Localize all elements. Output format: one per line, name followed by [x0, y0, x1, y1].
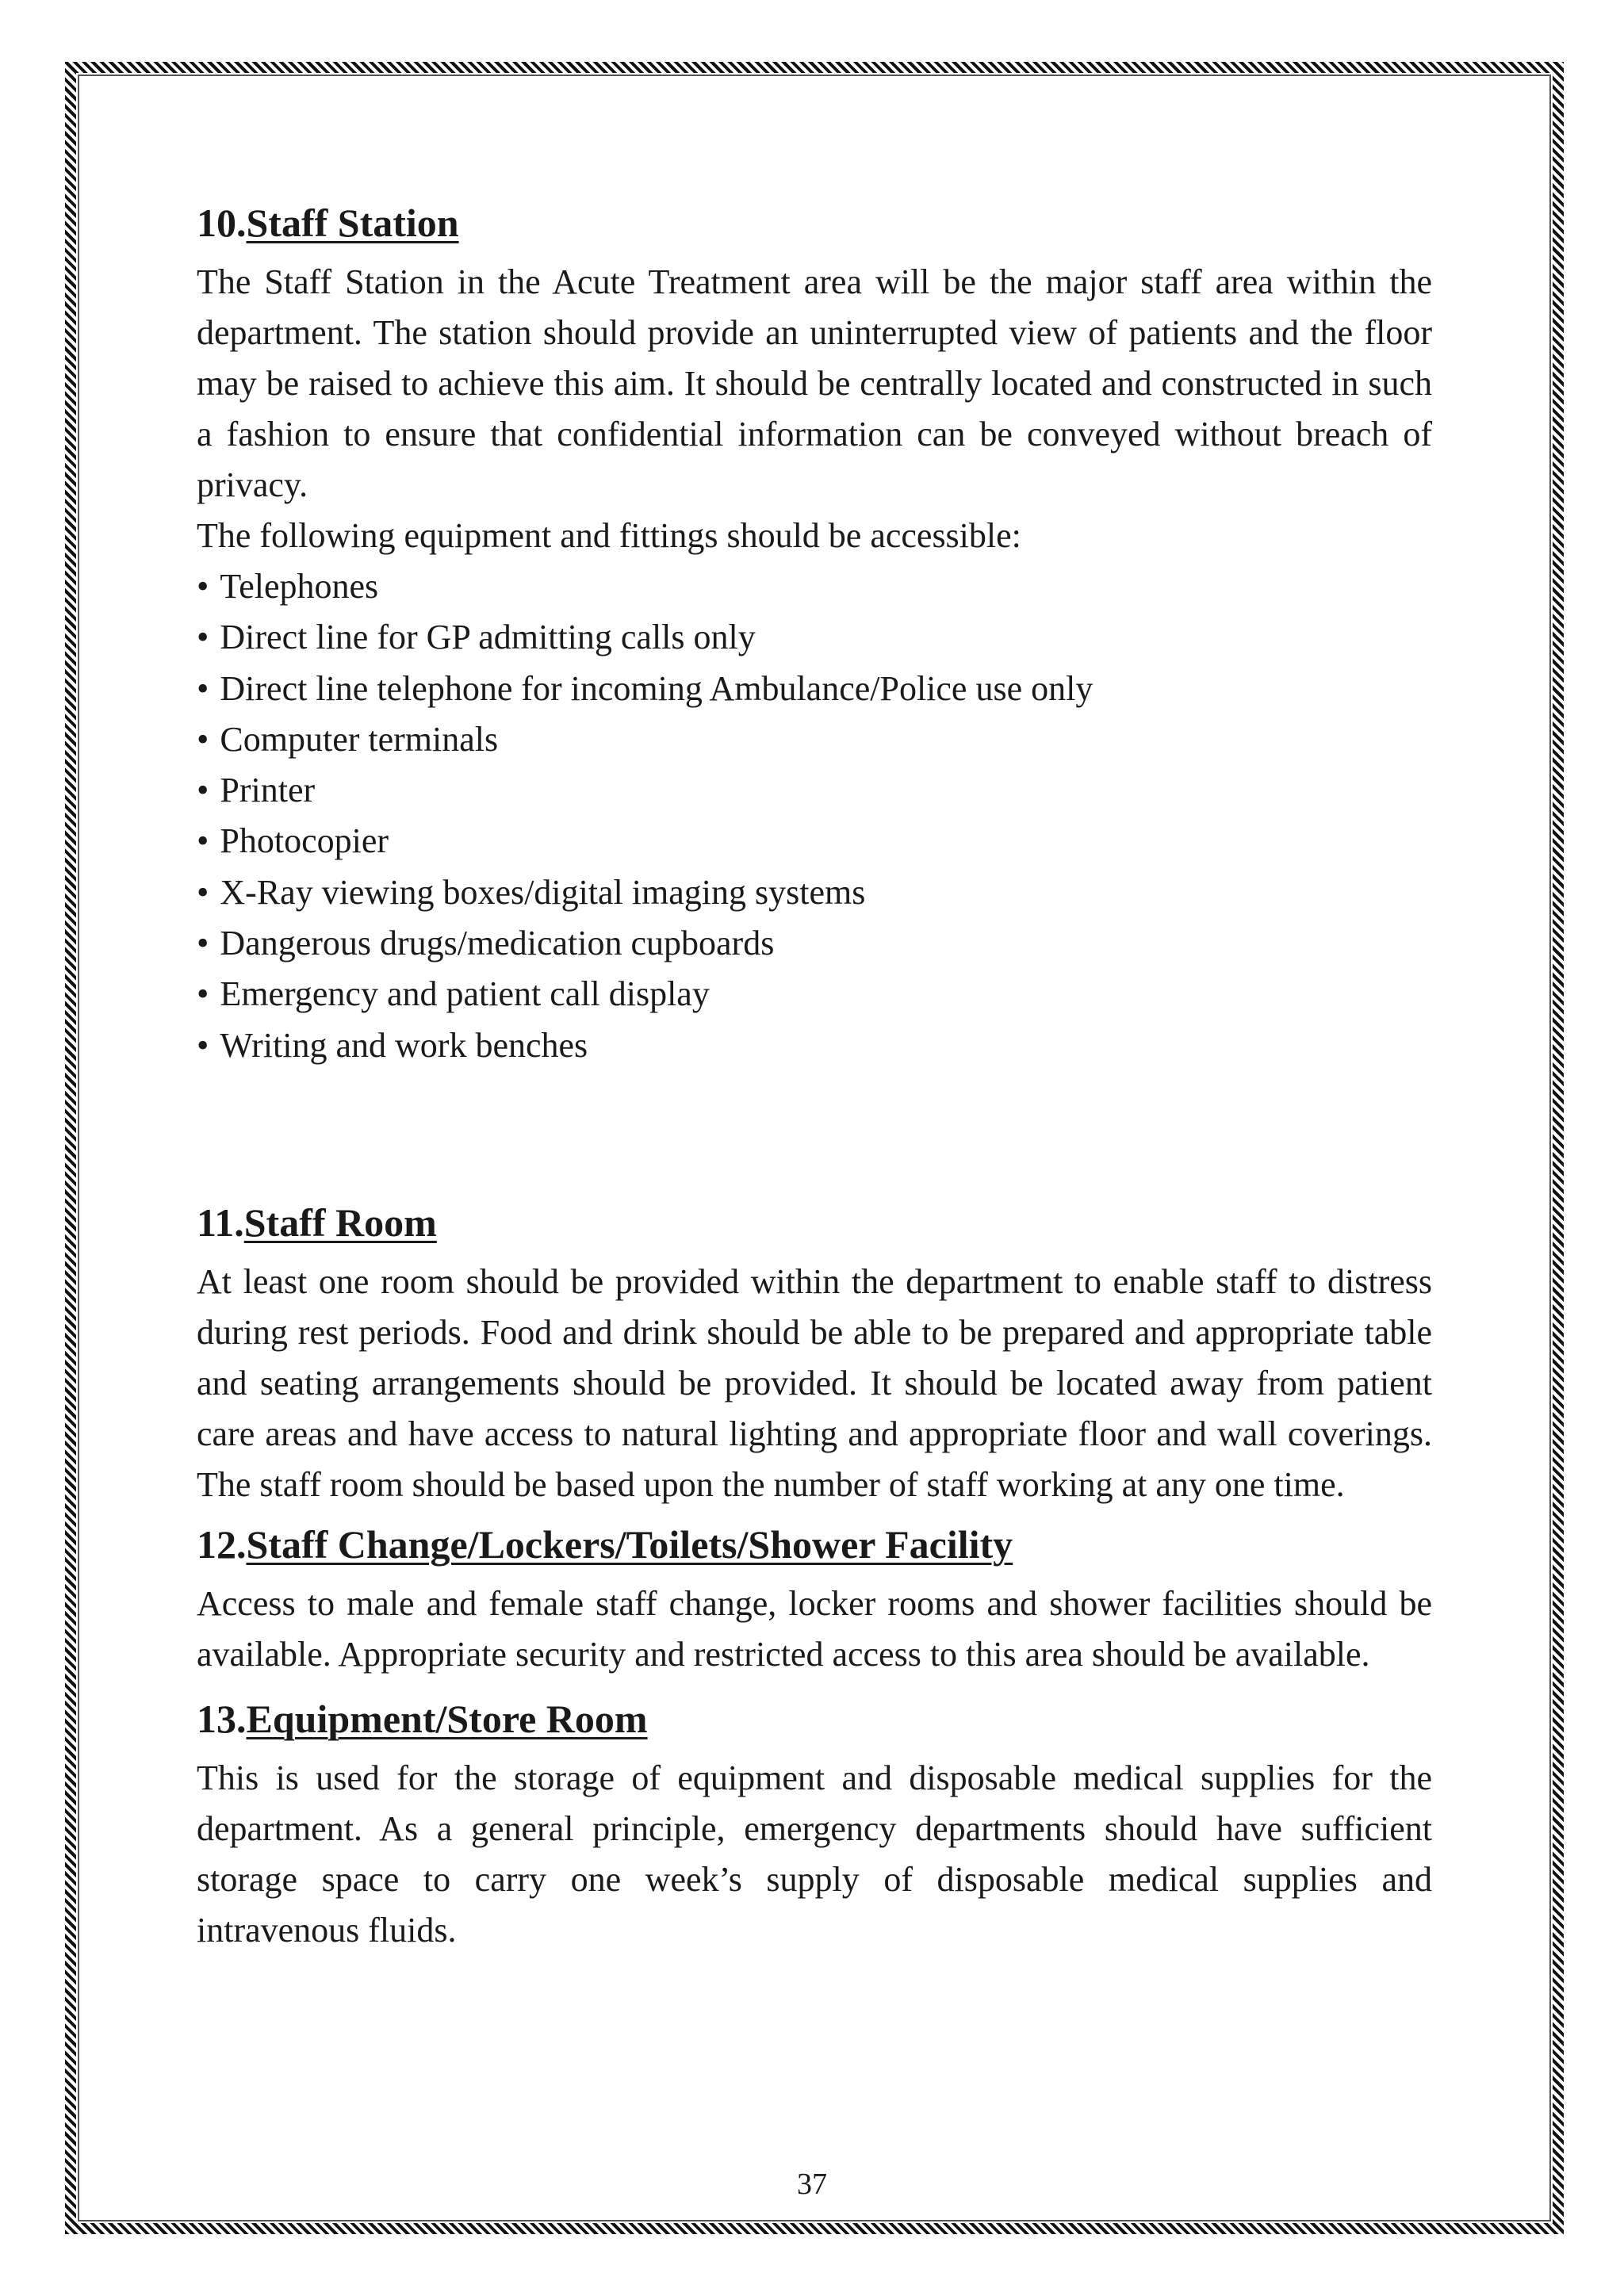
- section-heading-staff-room: [197, 1188, 1432, 1257]
- section-paragraph: This is used for the storage of equipment and disposable medical supplies for the department. As a general principle, emergency departments should have sufficient storage space to carry one week’s supply of disposable medical supplies and intravenous fluids.: [197, 1758, 1432, 1950]
- section-title: Equipment/Store Room: [246, 1696, 648, 1741]
- document-content: [197, 189, 1432, 1956]
- section-number: 12.: [197, 1521, 247, 1567]
- section-paragraph: The following equipment and fittings should be accessible:: [197, 516, 1021, 555]
- section-number: 11.: [197, 1200, 244, 1245]
- list-item: • X-Ray viewing boxes/digital imaging systems: [197, 867, 1432, 918]
- list-item: • Telephones: [197, 561, 1432, 612]
- list-item: • Emergency and patient call display: [197, 969, 1432, 1020]
- section-heading-staff-change: [197, 1510, 1432, 1578]
- list-item: • Writing and work benches: [197, 1020, 1432, 1071]
- list-item: • Direct line telephone for incoming Ambulance/Police use only: [197, 664, 1432, 714]
- section-paragraph: The Staff Station in the Acute Treatment area will be the major staff area within the department. The station should provide an uninterrupted view of patients and the floor may be raised to achieve this aim. It should be centrally located and constructed in such a fashion to ensure that confidential information can be conveyed without breach of privacy.: [197, 262, 1432, 504]
- section-title: Staff Room: [243, 1200, 437, 1245]
- page-number: 37: [797, 2168, 827, 2201]
- list-item: • Photocopier: [197, 816, 1432, 867]
- list-item: • Printer: [197, 765, 1432, 816]
- section-paragraph: At least one room should be provided within the department to enable staff to distress during rest periods. Food and drink should be able to be prepared and appropriate table and seating arrangements should be provided. It should be located away from patient care areas and have access to natural lighting and appropriate floor and wall coverings. The staff room should be based upon the number of staff working at any one time.: [197, 1261, 1432, 1504]
- section-title: Staff Change/Lockers/Toilets/Shower Facility: [246, 1521, 1013, 1567]
- list-item: • Dangerous drugs/medication cupboards: [197, 918, 1432, 969]
- section-heading-equipment-store-room: [197, 1685, 1432, 1753]
- section-number: 13.: [197, 1696, 247, 1741]
- section-paragraph: Access to male and female staff change, locker rooms and shower facilities should be available. Appropriate security and restricted access to this area should be available.: [197, 1583, 1432, 1674]
- section-title: Staff Station: [246, 201, 459, 245]
- equipment-list: [197, 561, 1432, 1071]
- section-number: 10.: [197, 201, 247, 245]
- section-heading-staff-station: [197, 189, 1432, 257]
- list-item: • Computer terminals: [197, 714, 1432, 765]
- list-item: • Direct line for GP admitting calls only: [197, 612, 1432, 663]
